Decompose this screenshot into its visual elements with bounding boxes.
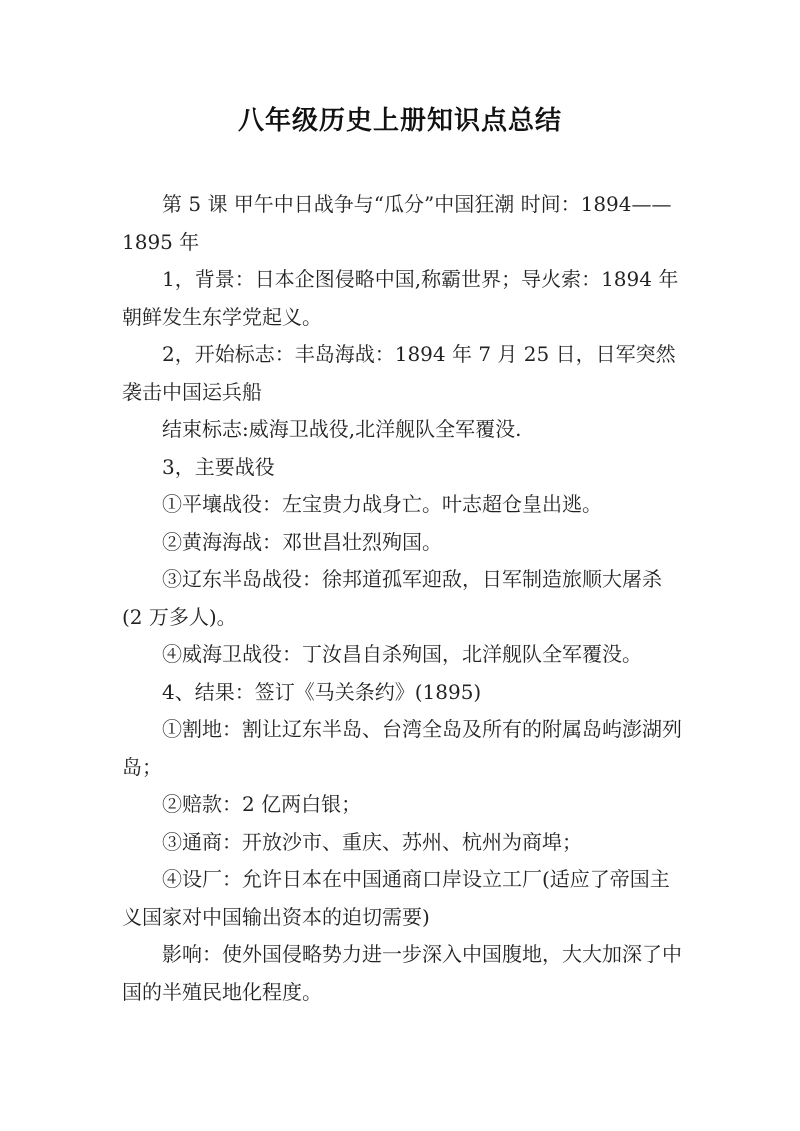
- paragraph-lesson-heading: 第 5 课 甲午中日战争与“瓜分”中国狂潮 时间：1894——1895 年: [122, 192, 672, 254]
- paragraph-factories: ④设厂：允许日本在中国通商口岸设立工厂(适应了帝国主义国家对中国输出资本的迫切需要): [122, 867, 670, 929]
- paragraph-liaodong: ③辽东半岛战役：徐邦道孤军迎敌，日军制造旅顺大屠杀(2 万多人)。: [122, 567, 662, 629]
- paragraph-indemnity: ②赔款：2 亿两白银；: [162, 792, 362, 816]
- document-body: [122, 186, 682, 1011]
- paragraph-weihaiwei: ④威海卫战役：丁汝昌自杀殉国，北洋舰队全军覆没。: [162, 642, 642, 666]
- paragraph-main-battles: 3，主要战役: [162, 454, 275, 479]
- document-title: 八年级历史上册知识点总结: [237, 106, 562, 136]
- paragraph-result: 4、结果：签订《马关条约》(1895): [162, 679, 482, 704]
- paragraph-trade-ports: ③通商：开放沙市、重庆、苏州、杭州为商埠；: [162, 829, 582, 854]
- paragraph-background: 1，背景：日本企图侵略中国,称霸世界；导火索：1894 年朝鲜发生东学党起义。: [122, 267, 679, 329]
- paragraph-influence: 影响：使外国侵略势力进一步深入中国腹地，大大加深了中国的半殖民地化程度。: [122, 942, 682, 1004]
- paragraph-yellow-sea: ②黄海海战：邓世昌壮烈殉国。: [162, 529, 442, 554]
- paragraph-cession: ①割地：割让辽东半岛、台湾全岛及所有的附属岛屿澎湖列岛；: [122, 717, 682, 779]
- paragraph-start-sign: 2，开始标志：丰岛海战：1894 年 7 月 25 日，日军突然袭击中国运兵船: [122, 342, 676, 404]
- paragraph-pyongyang: ①平壤战役：左宝贵力战身亡。叶志超仓皇出逃。: [162, 492, 602, 516]
- paragraph-end-sign: 结束标志:威海卫战役,北洋舰队全军覆没.: [162, 417, 522, 441]
